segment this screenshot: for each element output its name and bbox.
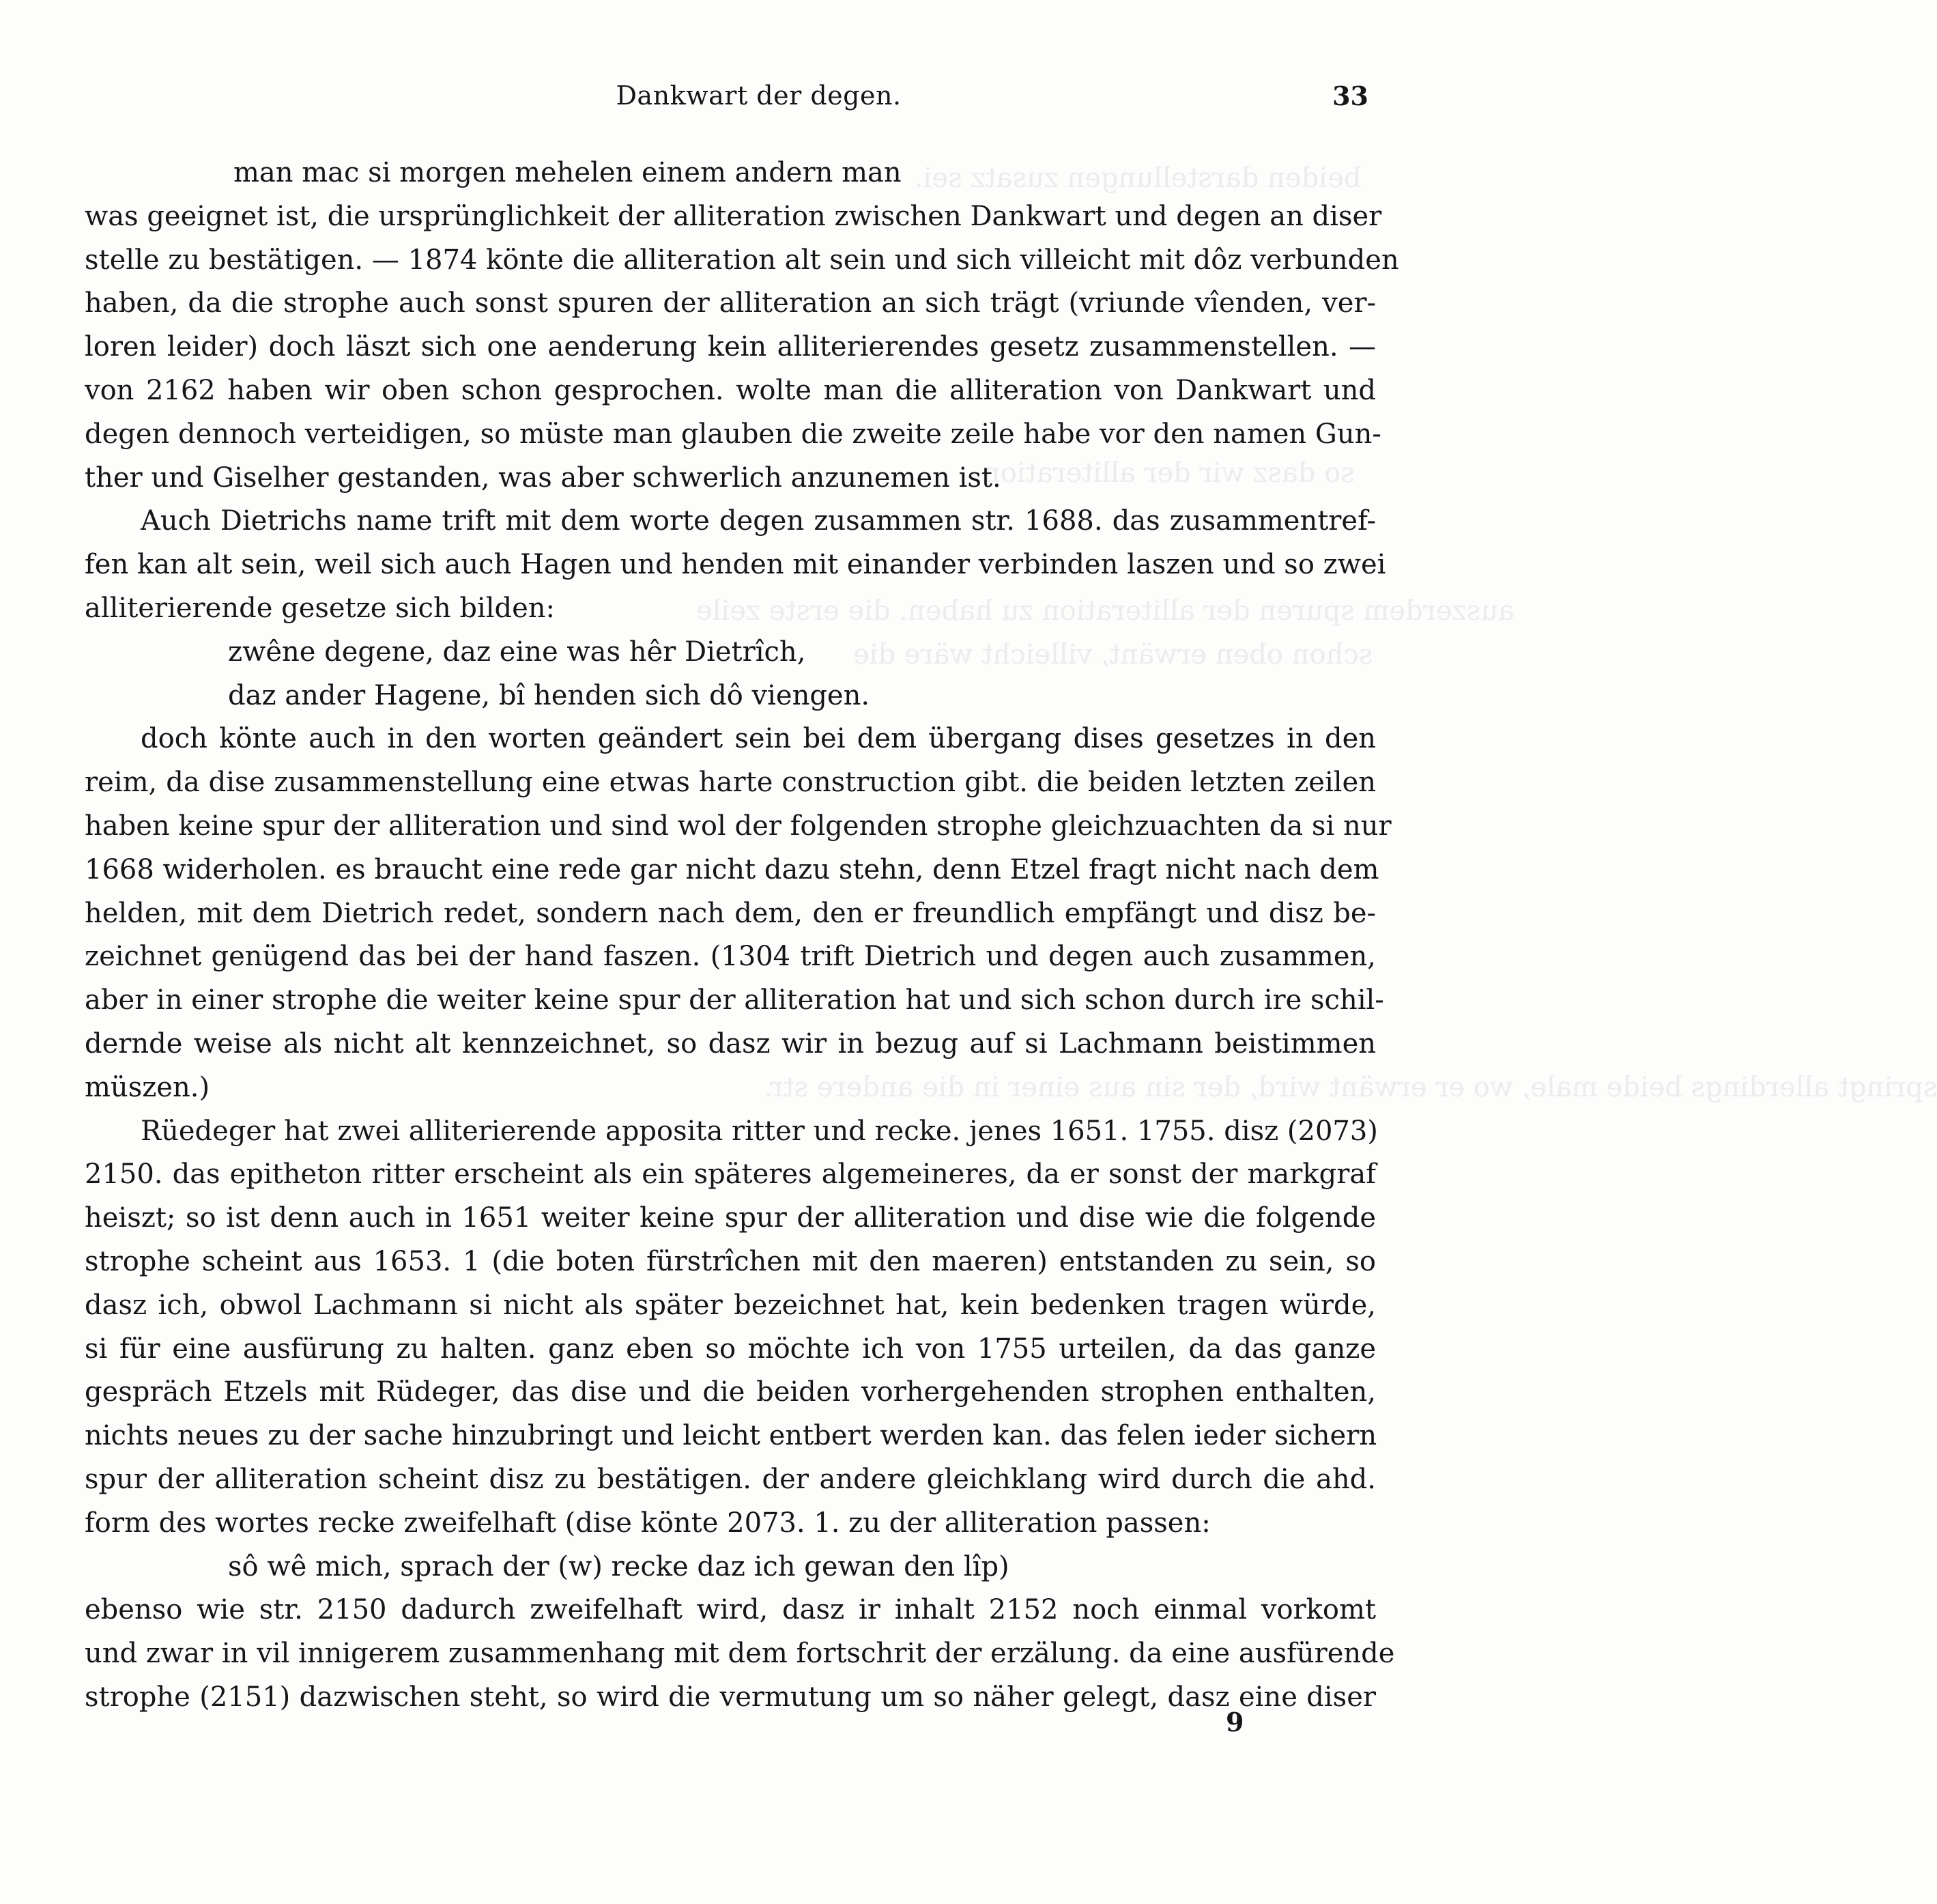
bleed-through-text: auszerdem spuren der alliteration zu haben. die erste zeile bbox=[696, 595, 1515, 627]
text-line: loren leider) doch läszt sich one aenderung kein alliterierendes gesetz zusammenstellen. — bbox=[85, 331, 1376, 363]
text-line: von 2162 haben wir oben schon gesprochen. wolte man die alliteration von Dankwart und bbox=[85, 374, 1376, 406]
text-line: reim, da dise zusammenstellung eine etwas harte construction gibt. die beiden letzten zeilen bbox=[85, 767, 1376, 799]
body-text bbox=[85, 152, 1399, 1720]
signature-mark: 9 bbox=[1226, 1707, 1244, 1737]
text-line: 1668 widerholen. es braucht eine rede gar nicht dazu stehn, denn Etzel fragt nicht nach dem bbox=[85, 853, 1379, 885]
running-title: Dankwart der degen. bbox=[616, 81, 902, 111]
text-line: haben, da die strophe auch sonst spuren der alliteration an sich trägt (vriunde vîenden, ver- bbox=[85, 287, 1376, 319]
page-number: 33 bbox=[1332, 81, 1368, 111]
text-line: alliterierende gesetze sich bilden: bbox=[85, 592, 556, 624]
text-line: ther und Giselher gestanden, was aber schwerlich anzunemen ist. bbox=[85, 461, 1001, 494]
text-line: nichts neues zu der sache hinzubringt und leicht entbert werden kan. das felen ieder sichern bbox=[85, 1420, 1377, 1452]
text-line: heiszt; so ist denn auch in 1651 weiter keine spur der alliteration und dise wie die folgende bbox=[85, 1202, 1376, 1234]
text-line: haben keine spur der alliteration und sind wol der folgenden strophe gleichzuachten da si nur bbox=[85, 810, 1392, 842]
text-line: fen kan alt sein, weil sich auch Hagen und henden mit einander verbinden laszen und so zwei bbox=[85, 549, 1386, 581]
text-line: gespräch Etzels mit Rüdeger, das dise und die beiden vorhergehenden strophen enthalten, bbox=[85, 1376, 1376, 1408]
text-line: ebenso wie str. 2150 dadurch zweifelhaft wird, dasz ir inhalt 2152 noch einmal vorkomt bbox=[85, 1594, 1376, 1626]
text-line: dasz ich, obwol Lachmann si nicht als später bezeichnet hat, kein bedenken tragen würde, bbox=[85, 1289, 1376, 1321]
verse-line: daz ander Hagene, bî henden sich dô viengen. bbox=[228, 679, 870, 711]
paragraph-start: Rüedeger hat zwei alliterierende apposita ritter und recke. jenes 1651. 1755. disz (2073) bbox=[141, 1115, 1378, 1147]
text-line: si für eine ausfürung zu halten. ganz eben so möchte ich von 1755 urteilen, da das ganze bbox=[85, 1333, 1376, 1365]
verse-line: sô wê mich, sprach der (w) recke daz ich gewan den lîp) bbox=[228, 1550, 1009, 1582]
text-line: stelle zu bestätigen. — 1874 könte die alliteration alt sein und sich villeicht mit dôz verbunden bbox=[85, 244, 1399, 276]
verse-line: zwêne degene, daz eine was hêr Dietrîch, bbox=[228, 636, 806, 668]
paragraph-start: Auch Dietrichs name trift mit dem worte degen zusammen str. 1688. das zusammentref- bbox=[141, 505, 1376, 537]
bleed-through-text: beiden darstellungen zusatz sei. bbox=[915, 162, 1362, 194]
text-line: und zwar in vil innigerem zusammenhang mit dem fortschrit der erzälung. da eine ausfürende bbox=[85, 1638, 1395, 1670]
text-line: müszen.) bbox=[85, 1071, 210, 1103]
text-line: strophe scheint aus 1653. 1 (die boten fürstrîchen mit den maeren) entstanden zu sein, so bbox=[85, 1245, 1376, 1277]
text-line: doch könte auch in den worten geändert sein bei dem übergang dises gesetzes in den bbox=[141, 723, 1376, 755]
text-line: was geeignet ist, die ursprünglichkeit der alliteration zwischen Dankwart und degen an diser bbox=[85, 200, 1382, 232]
text-line: aber in einer strophe die weiter keine spur der alliteration hat und sich schon durch ire schil- bbox=[85, 984, 1384, 1017]
text-line: form des wortes recke zweifelhaft (dise könte 2073. 1. zu der alliteration passen: bbox=[85, 1507, 1211, 1539]
verse-line: man mac si morgen mehelen einem andern man bbox=[233, 157, 902, 188]
bleed-through-text: so dasz wir der alliteration bbox=[983, 457, 1355, 489]
text-line: helden, mit dem Dietrich redet, sondern nach dem, den er freundlich empfängt und disz be- bbox=[85, 897, 1376, 929]
bleed-through-text: schon oben erwänt, villeicht wäre die bbox=[853, 639, 1373, 670]
bleed-through-text: springt allerdings beide male, wo er erwänt wird, der sin aus einer in die andere str. bbox=[764, 1072, 1937, 1103]
text-line: dernde weise als nicht alt kennzeichnet, so dasz wir in bezug auf si Lachmann beistimmen bbox=[85, 1027, 1376, 1060]
text-line: 2150. das epitheton ritter erscheint als ein späteres algemeineres, da er sonst der markgraf bbox=[85, 1159, 1376, 1191]
running-head bbox=[0, 81, 1517, 122]
text-line: spur der alliteration scheint disz zu bestätigen. der andere gleichklang wird durch die ahd. bbox=[85, 1463, 1376, 1495]
text-line: strophe (2151) dazwischen steht, so wird die vermutung um so näher gelegt, dasz eine diser bbox=[85, 1681, 1376, 1713]
text-line: degen dennoch verteidigen, so müste man glauben die zweite zeile habe vor den namen Gun- bbox=[85, 418, 1381, 450]
text-line: zeichnet genügend das bei der hand faszen. (1304 trift Dietrich und degen auch zusammen, bbox=[85, 941, 1376, 973]
